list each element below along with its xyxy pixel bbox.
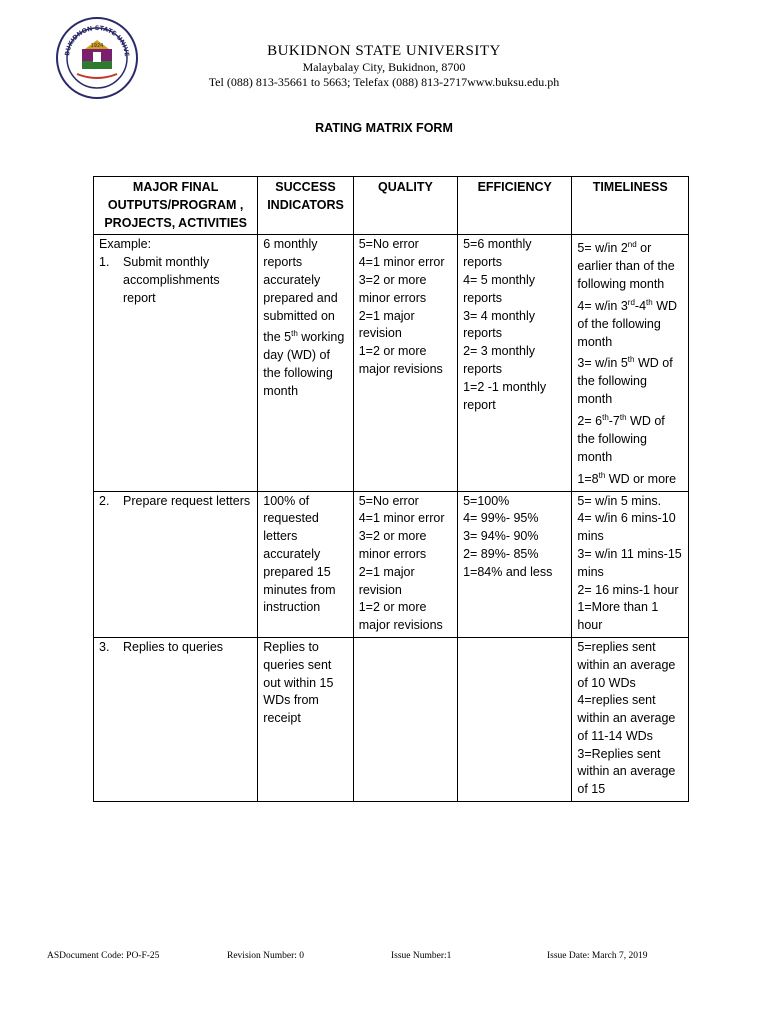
cell-timeliness: [572, 491, 689, 637]
logo-year: 1924: [90, 43, 104, 49]
timeliness-rating-line: 3= w/in 11 mins-15 mins: [577, 546, 682, 579]
efficiency-rating-line: 5=100%: [463, 493, 510, 508]
timeliness-rating-line: 4= w/in 6 mins-10 mins: [577, 511, 676, 544]
university-name: BUKIDNON STATE UNIVERSITY: [267, 43, 501, 59]
item-output-text: Prepare request letters: [123, 493, 251, 508]
quality-rating-line: 4=1 minor error: [358, 255, 445, 270]
efficiency-rating-line: 3= 4 monthly reports: [463, 308, 535, 341]
quality-rating-line: 5=No error: [358, 237, 419, 252]
logo-text: BUKIDNON STATE UNIVE: [64, 24, 131, 57]
column-header-timeliness: TIMELINESS: [572, 177, 689, 235]
timeliness-rating-line: 4= w/in 3rd-4th WD of the following month: [577, 297, 678, 349]
cell-quality: [353, 491, 457, 637]
item-output-text: Submit monthly accomplishments report: [123, 255, 220, 305]
timeliness-rating-line: 2= 16 mins-1 hour: [577, 582, 679, 597]
efficiency-rating-line: 4= 99%- 95%: [463, 511, 539, 526]
footer-issue-number: Issue Number:1: [391, 951, 452, 961]
letterhead: [150, 42, 618, 90]
timeliness-rating-line: 1=More than 1 hour: [577, 600, 659, 633]
quality-rating-line: 3=2 or more minor errors: [358, 529, 427, 561]
column-header-quality: QUALITY: [353, 177, 457, 235]
timeliness-rating-line: 5=replies sent within an average of 10 WDs: [577, 639, 676, 690]
item-number: 1.: [99, 255, 110, 270]
table-row: [94, 235, 689, 491]
timeliness-rating-line: 5= w/in 2nd or earlier than of the following month: [577, 240, 675, 292]
cell-output: [94, 235, 258, 491]
quality-rating-line: 1=2 or more major revisions: [358, 344, 443, 376]
timeliness-rating-line: 3=Replies sent within an average of 15: [577, 746, 676, 797]
quality-rating-line: 3=2 or more minor errors: [358, 272, 427, 305]
efficiency-rating-line: 5=6 monthly reports: [463, 237, 532, 270]
cell-output: [94, 491, 258, 637]
cell-output: [94, 637, 258, 801]
cell-timeliness: [572, 235, 689, 491]
timeliness-rating-line: 2= 6th-7th WD of the following month: [577, 413, 665, 464]
footer-issue-date: Issue Date: March 7, 2019: [547, 951, 648, 961]
item-number: 2.: [99, 493, 110, 508]
quality-rating-line: 5=No error: [358, 493, 419, 508]
column-header-outputs: MAJOR FINAL OUTPUTS/PROGRAM , PROJECTS, ACTIVITIES: [94, 177, 258, 235]
document-footer: [0, 951, 768, 965]
cell-efficiency: [458, 491, 572, 637]
cell-quality: [353, 235, 457, 491]
efficiency-rating-line: 4= 5 monthly reports: [463, 272, 535, 305]
cell-success-indicator: Replies to queries sent out within 15 WDs from receipt: [258, 637, 353, 801]
quality-rating-line: 2=1 major revision: [358, 308, 415, 341]
footer-revision: Revision Number: 0: [227, 951, 305, 961]
table-row: [94, 637, 689, 801]
quality-rating-line: 4=1 minor error: [358, 511, 445, 526]
item-number: 3.: [99, 639, 110, 654]
rating-matrix-table: [93, 176, 689, 802]
university-logo: [55, 16, 139, 100]
item-output-text: Replies to queries: [123, 639, 224, 654]
timeliness-rating-line: 4=replies sent within an average of 11-14 WDs: [577, 693, 676, 743]
column-header-success: SUCCESS INDICATORS: [258, 177, 353, 235]
cell-efficiency: [458, 235, 572, 491]
efficiency-rating-line: 1=2 -1 monthly report: [463, 379, 547, 412]
timeliness-rating-line: 3= w/in 5th WD of the following month: [577, 355, 673, 407]
cell-success-indicator: 6 monthly reports accurately prepared and submitted on the 5th working day (WD) of the following month: [258, 235, 353, 491]
cell-timeliness: [572, 637, 689, 801]
form-title: RATING MATRIX FORM: [315, 121, 453, 135]
example-label: Example:: [99, 237, 152, 252]
cell-efficiency: [458, 637, 572, 801]
timeliness-rating-line: 1=8th WD or more: [577, 470, 677, 486]
efficiency-rating-line: 3= 94%- 90%: [463, 529, 539, 544]
footer-doc-code: ASDocument Code: PO-F-25: [47, 951, 160, 961]
efficiency-rating-line: 1=84% and less: [463, 564, 553, 579]
quality-rating-line: 1=2 or more major revisions: [358, 600, 443, 633]
table-row: [94, 491, 689, 637]
efficiency-rating-line: 2= 89%- 85%: [463, 546, 539, 561]
cell-quality: [353, 637, 457, 801]
university-contact: Tel (088) 813-35661 to 5663; Telefax (088) 813-2717www.buksu.edu.ph: [208, 75, 560, 89]
table-header-row: [94, 177, 689, 235]
column-header-efficiency: EFFICIENCY: [458, 177, 572, 235]
university-address: Malaybalay City, Bukidnon, 8700: [302, 60, 466, 74]
efficiency-rating-line: 2= 3 monthly reports: [463, 344, 535, 376]
timeliness-rating-line: 5= w/in 5 mins.: [577, 493, 662, 508]
quality-rating-line: 2=1 major revision: [358, 564, 415, 597]
cell-success-indicator: 100% of requested letters accurately prepared 15 minutes from instruction: [258, 491, 353, 637]
